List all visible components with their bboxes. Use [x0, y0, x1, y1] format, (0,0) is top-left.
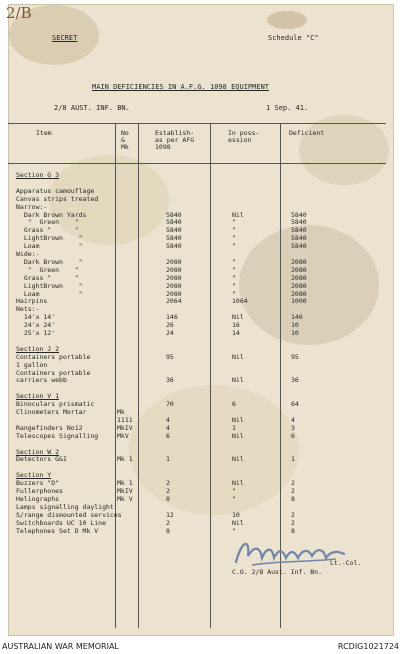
handwritten-mark: 2/B: [6, 4, 32, 22]
table-cell-no: MkIV: [117, 423, 133, 432]
table-cell-item: Canvas strips treated: [16, 194, 99, 203]
table-cell-pos: Nil: [232, 431, 244, 440]
table-cell-item: Loam ": [16, 242, 83, 251]
table-cell-est: 12: [166, 510, 174, 519]
table-cell-def: 64: [291, 400, 299, 409]
table-cell-def: 2080: [291, 289, 307, 298]
table-cell-item: Grass " ": [16, 226, 79, 235]
table-cell-item: Loam ": [16, 289, 83, 298]
table-cell-item: Clinometers Mortar: [16, 408, 87, 416]
table-cell-est: 70: [166, 400, 174, 409]
table-cell-pos: 16: [232, 321, 240, 330]
table-cell-item: Section J 2: [16, 344, 60, 353]
table-cell-def: 1000: [291, 297, 307, 306]
table-cell-est: 24: [166, 329, 174, 337]
table-cell-est: 2080: [166, 281, 182, 290]
table-cell-def: 3: [291, 423, 295, 432]
table-cell-pos: ": [232, 273, 236, 282]
table-cell-pos: ": [232, 289, 236, 298]
table-cell-pos: ": [232, 281, 236, 290]
table-cell-est: 8: [166, 526, 170, 535]
table-cell-def: 2: [291, 479, 295, 488]
table-cell-pos: Nil: [232, 518, 244, 527]
table-cell-est: 36: [166, 376, 174, 385]
table-cell-pos: Nil: [232, 479, 244, 488]
table-cell-no: Mk V: [117, 494, 133, 503]
table-cell-item: 24'x 24': [16, 321, 56, 330]
table-cell-item: Switchboards UC 10 Line: [16, 518, 107, 527]
table-cell-pos: 10: [232, 510, 240, 519]
table-cell-est: 5840: [166, 210, 182, 219]
table-cell-item: Detectors G&I: [16, 455, 67, 464]
table-cell-pos: 14: [232, 329, 240, 337]
table-cell-pos: ": [232, 257, 236, 266]
table-cell-item: Dark Brown Yards: [16, 210, 87, 219]
column-header-establishment: Establish- as per AFG 1098: [155, 129, 195, 151]
table-cell-def: 6: [291, 431, 295, 440]
table-cell-item: " Green ": [16, 265, 79, 274]
table-cell-def: 2080: [291, 265, 307, 274]
table-cell-item: Fullerphones: [16, 487, 63, 495]
table-cell-pos: ": [232, 242, 236, 251]
table-cell-item: Hairpins: [16, 297, 48, 306]
table-cell-item: Heliographs: [16, 494, 60, 503]
table-cell-item: Dark Brown ": [16, 257, 83, 266]
table-cell-item: Binoculars prismatic: [16, 400, 95, 409]
table-cell-no: MkIV: [117, 487, 133, 495]
table-cell-est: 5840: [166, 242, 182, 251]
table-cell-pos: Nil: [232, 415, 244, 424]
signature-rank: Lt.-Col.: [330, 559, 362, 567]
table-cell-pos: ": [232, 265, 236, 274]
table-cell-est: 2064: [166, 297, 182, 306]
table-cell-item: Section Y: [16, 471, 52, 480]
table-cell-est: 4: [166, 415, 170, 424]
table-cell-item: 25'x 12': [16, 329, 56, 337]
table-cell-item: Buzzers "D": [16, 479, 60, 488]
table-cell-item: Grass " ": [16, 273, 79, 282]
table-cell-pos: Nil: [232, 455, 244, 464]
paper-stain: [129, 385, 299, 515]
table-cell-pos: ": [232, 234, 236, 243]
table-cell-item: Containers portable: [16, 368, 91, 377]
archive-name: AUSTRALIAN WAR MEMORIAL: [2, 642, 119, 651]
table-cell-pos: ": [232, 487, 236, 495]
table-cell-item: Section V 1: [16, 392, 60, 401]
table-cell-item: Containers portable: [16, 352, 91, 361]
table-cell-def: 2080: [291, 257, 307, 266]
paper-stain: [239, 225, 379, 345]
table-cell-item: carriers webb: [16, 376, 67, 385]
table-cell-est: 2080: [166, 257, 182, 266]
table-cell-def: 2080: [291, 273, 307, 282]
column-divider: [138, 123, 139, 628]
column-header-no-mk: No & Mk: [121, 129, 129, 151]
table-cell-def: 5840: [291, 218, 307, 227]
unit-name: 2/8 AUST. INF. BN.: [54, 104, 130, 112]
table-cell-def: 4: [291, 415, 295, 424]
table-cell-est: 95: [166, 352, 174, 361]
table-cell-est: 2080: [166, 273, 182, 282]
table-cell-def: 5840: [291, 234, 307, 243]
table-cell-item: Section W 2: [16, 447, 60, 456]
table-cell-def: 8: [291, 526, 295, 535]
table-cell-pos: Nil: [232, 376, 244, 385]
table-cell-def: 8: [291, 494, 295, 503]
table-cell-est: 4: [166, 423, 170, 432]
table-cell-pos: ": [232, 494, 236, 503]
table-cell-def: 5840: [291, 210, 307, 219]
table-top-rule: [8, 123, 386, 124]
table-cell-no: Mk: [117, 408, 125, 416]
table-cell-def: 10: [291, 321, 299, 330]
paper-stain: [299, 115, 389, 185]
table-cell-def: 5840: [291, 242, 307, 251]
table-cell-pos: Nil: [232, 210, 244, 219]
archive-reference: RCDIG1021724: [337, 642, 399, 651]
column-divider: [210, 123, 211, 628]
table-cell-def: 95: [291, 352, 299, 361]
schedule-label: Schedule "C": [268, 34, 319, 42]
table-header-rule: [8, 163, 386, 164]
table-cell-pos: ": [232, 218, 236, 227]
column-header-item: Item: [36, 129, 52, 137]
table-cell-pos: 1064: [232, 297, 248, 306]
table-cell-item: Telephones Set D Mk V: [16, 526, 99, 535]
table-cell-est: 5840: [166, 218, 182, 227]
column-divider: [115, 123, 116, 628]
table-cell-no: 1111: [117, 415, 133, 424]
table-cell-item: LightBrown ": [16, 281, 83, 290]
table-cell-pos: Nil: [232, 313, 244, 322]
table-cell-def: 2: [291, 510, 295, 519]
table-cell-pos: 1: [232, 423, 236, 432]
table-cell-item: " Green ": [16, 218, 79, 227]
table-cell-item: S/range dismounted services: [16, 510, 122, 519]
table-cell-est: 2: [166, 487, 170, 495]
table-cell-est: 26: [166, 321, 174, 330]
table-cell-def: 10: [291, 329, 299, 337]
document-title: MAIN DEFICIENCIES IN A.F.G. 1098 EQUIPMENT: [92, 83, 270, 91]
table-cell-item: LightBrown ": [16, 234, 83, 243]
table-cell-item: Wide:-: [16, 250, 40, 258]
table-cell-def: 2080: [291, 281, 307, 290]
table-cell-item: Nets:-: [16, 305, 40, 314]
archive-footer: [0, 638, 403, 654]
table-cell-est: 2080: [166, 265, 182, 274]
table-cell-item: Rangefinders No12: [16, 423, 83, 432]
classification: SECRET: [52, 34, 78, 42]
column-header-in-possession: In poss- ession: [228, 129, 260, 144]
table-cell-item: Section G 3: [16, 171, 60, 179]
column-header-deficient: Deficient: [289, 129, 325, 137]
table-cell-est: 2: [166, 479, 170, 488]
table-cell-pos: 6: [232, 400, 236, 409]
table-cell-est: 5840: [166, 234, 182, 243]
table-cell-item: 14'x 14': [16, 313, 56, 322]
table-cell-no: Mk 1: [117, 455, 133, 464]
table-cell-def: 2: [291, 518, 295, 527]
table-cell-est: 2080: [166, 289, 182, 298]
table-cell-pos: ": [232, 526, 236, 535]
table-cell-pos: ": [232, 226, 236, 235]
document-date: 1 Sep. 41.: [266, 104, 309, 112]
table-cell-item: Apparatus camouflage: [16, 186, 95, 195]
table-cell-def: 2: [291, 487, 295, 495]
table-cell-est: 8: [166, 494, 170, 503]
table-cell-est: 1: [166, 455, 170, 464]
table-cell-est: 5840: [166, 226, 182, 235]
table-cell-def: 36: [291, 376, 299, 385]
table-cell-no: Mk 1: [117, 479, 133, 488]
table-cell-item: Lamps signalling daylight: [16, 502, 114, 511]
table-cell-est: 6: [166, 431, 170, 440]
table-cell-pos: Nil: [232, 352, 244, 361]
table-cell-def: 146: [291, 313, 303, 322]
signature-title: C.O. 2/8 Aust. Inf. Bn.: [232, 568, 323, 576]
table-cell-def: 1: [291, 455, 295, 464]
table-cell-item: 1 gallon: [16, 360, 48, 369]
table-cell-est: 146: [166, 313, 178, 322]
table-cell-item: Narrow:-: [16, 202, 48, 211]
table-cell-est: 2: [166, 518, 170, 527]
table-cell-item: Telescopes Signalling: [16, 431, 99, 440]
table-cell-def: 5840: [291, 226, 307, 235]
paper-stain: [267, 11, 307, 29]
table-cell-no: MkV: [117, 431, 129, 440]
